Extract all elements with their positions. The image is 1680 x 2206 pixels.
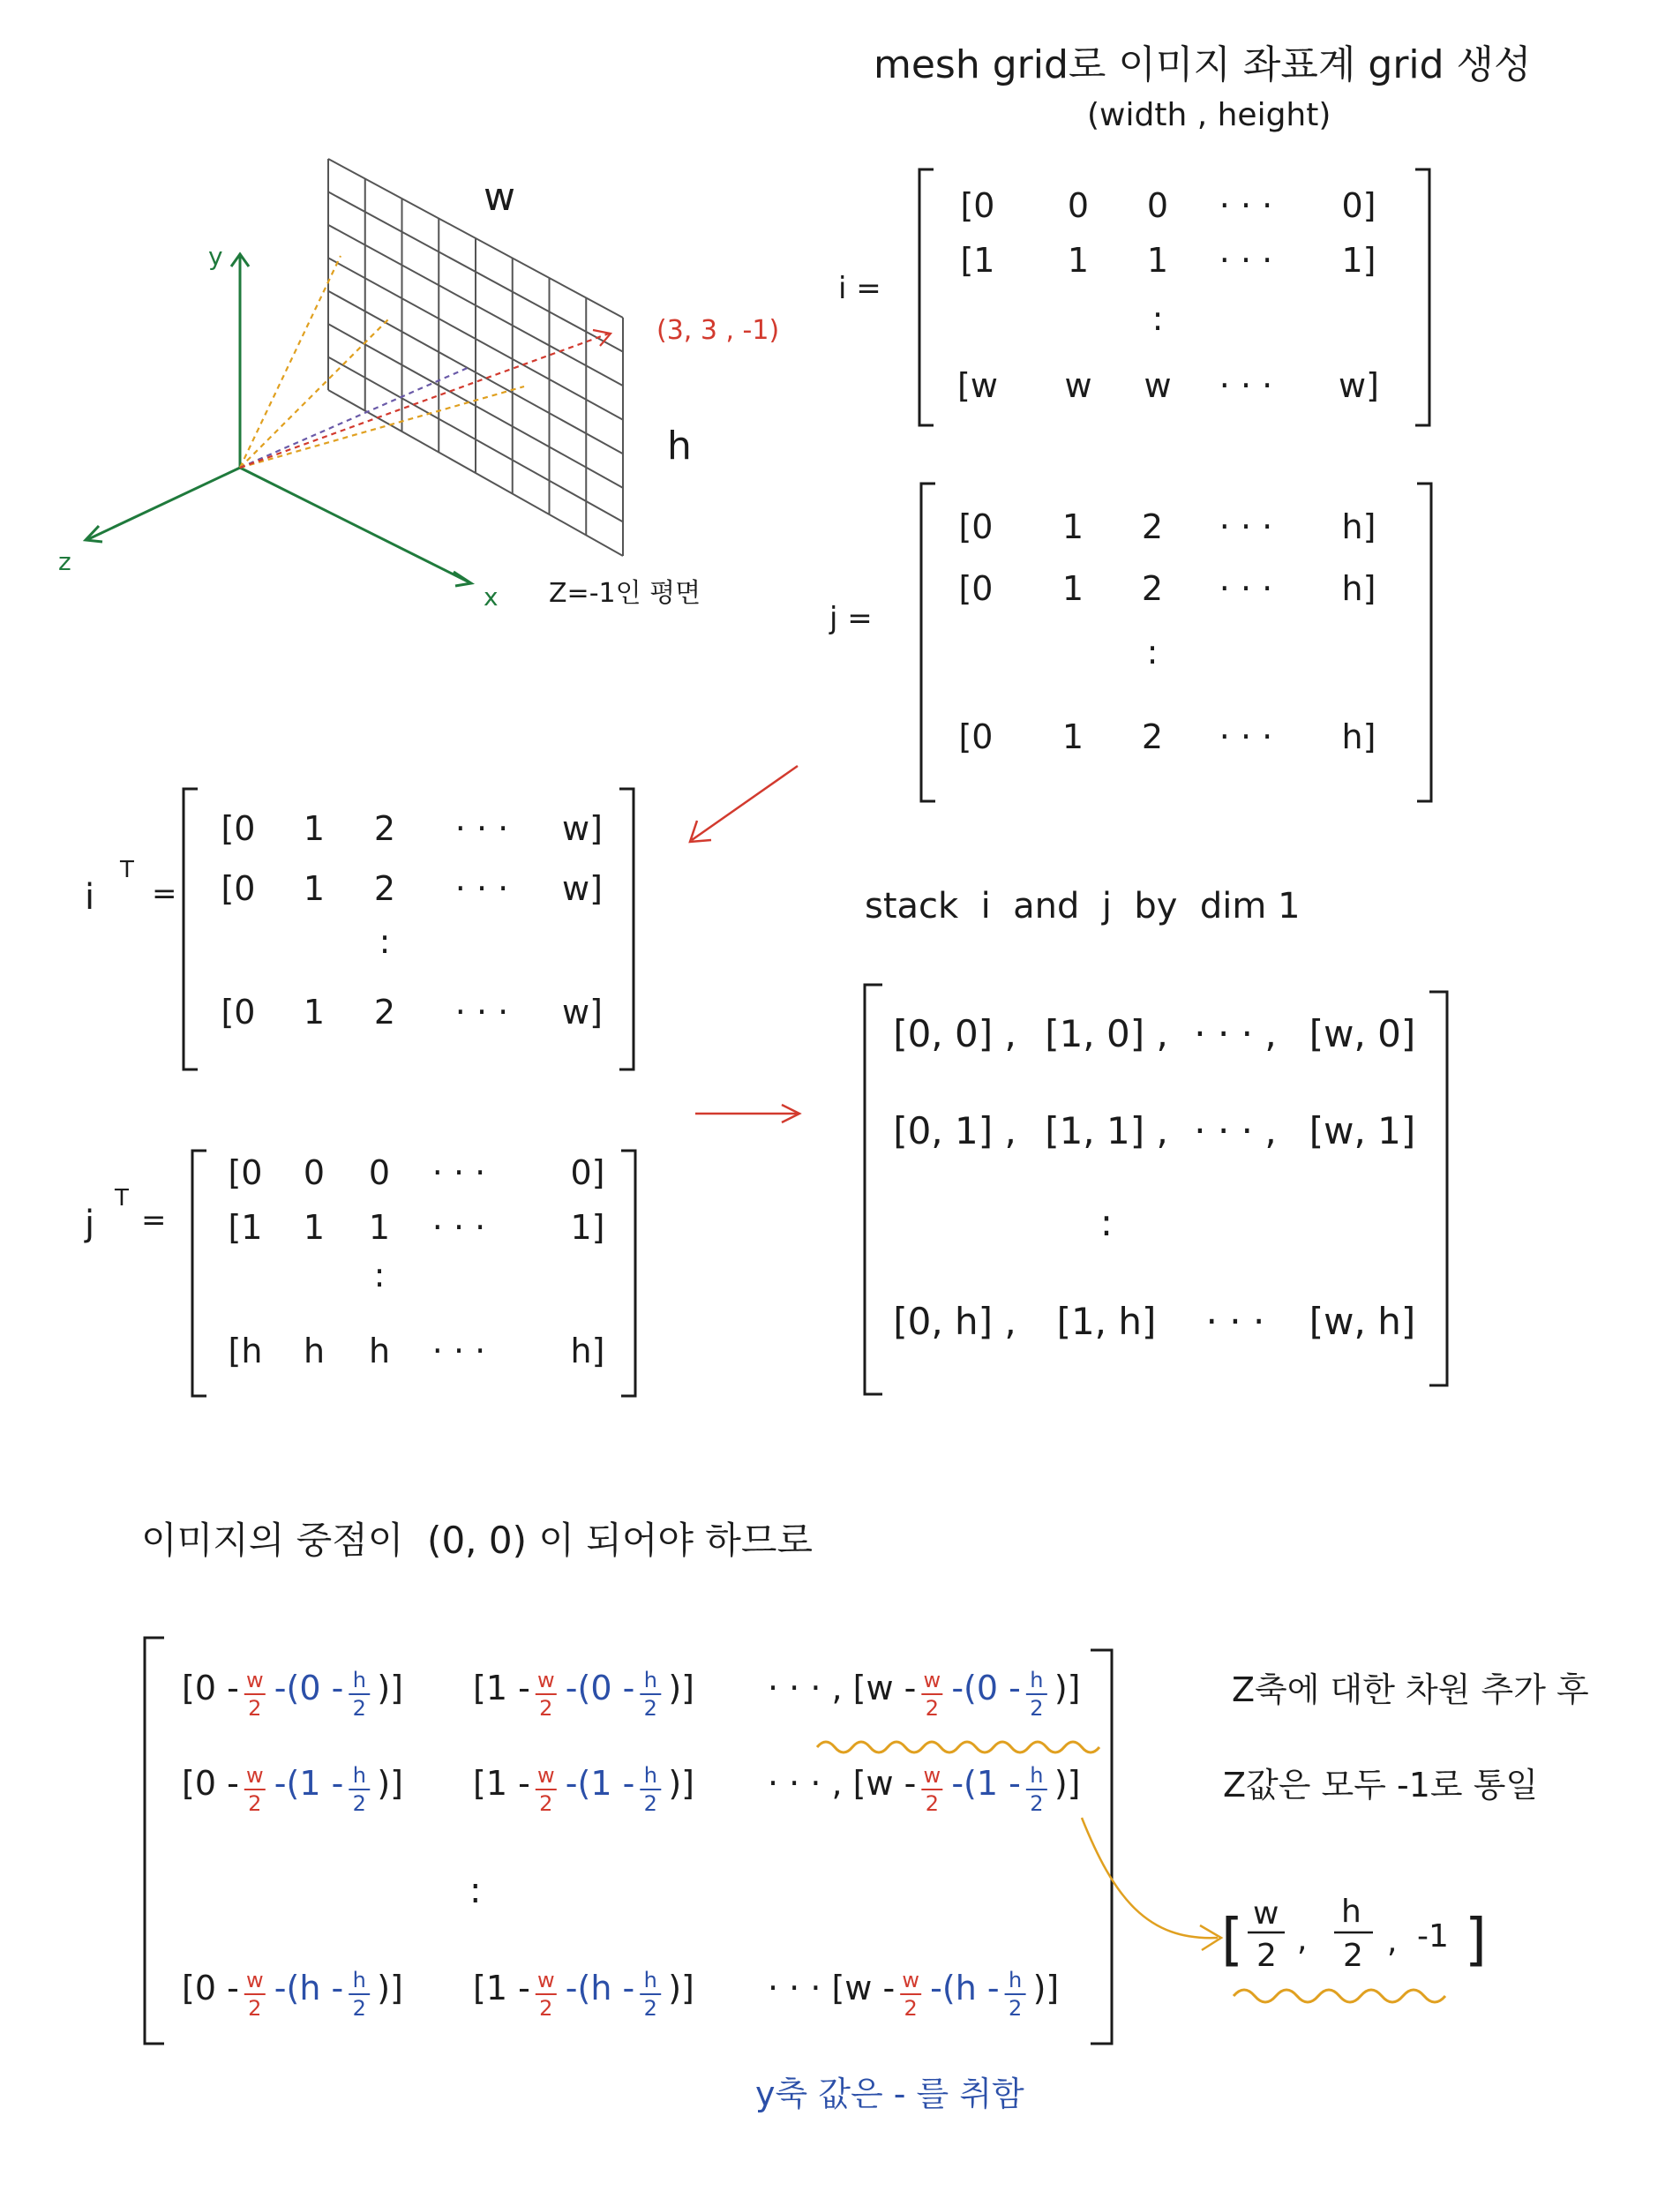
matrix_jT-cell: [0 [228,1153,263,1192]
centered-part-c: )] [668,1669,694,1707]
matrix_iT-cell: · · · [454,993,509,1032]
y-note: y축 값은 - 를 취함 [755,2075,1024,2113]
wavy-underline-1 [817,1742,1099,1752]
frac-num-h: h [352,1668,366,1692]
matrix_jT-cell: h [368,1332,391,1370]
centered-part-c: )] [377,1969,403,2007]
frac-den-w: 2 [248,1791,262,1816]
matrix_iT-cell: 2 [373,809,396,848]
matrix_j-cell: [0 [958,569,994,608]
plane-label: Z=-1인 평면 [549,578,701,609]
matrix_jT-cell: · · · [431,1332,486,1370]
matrix_jT-cell: [1 [228,1208,263,1247]
matrix-i-right-bracket [1415,169,1429,425]
red-arrow-right [695,1105,799,1122]
centered-part-a: [0 - [182,1764,239,1803]
matrix_iT-cell: 2 [373,869,396,908]
frac-den-w: 2 [539,1696,553,1721]
matrix_iT-cell: [0 [221,869,256,908]
result-open: [ [1221,1908,1243,1973]
centered-part-a: · · · , [w - [768,1764,917,1803]
centered-part-c: )] [668,1969,694,2007]
centered-part-c: )] [1054,1764,1081,1803]
centered-part-a: [1 - [473,1764,530,1803]
frac-den-w: 2 [539,1996,553,2021]
matrix-j [829,484,1431,801]
frac-den-h: 2 [643,1996,657,2021]
stack-cell: [0, 0] , [893,1012,1016,1055]
frac-den-w: 2 [925,1696,939,1721]
matrix-i [838,169,1429,425]
matrix_j-cell: 2 [1141,569,1164,608]
centered-cells [182,1668,1081,2021]
matrix_i-cell: [w [957,366,998,405]
matrix-jT-right-bracket [621,1151,635,1396]
frac-den-h: 2 [643,1696,657,1721]
ray-orange-2 [240,319,388,468]
h-label: h [667,424,692,469]
centered-part-b: -(h - [930,1969,1000,2007]
matrix-iT-left-bracket [184,789,198,1069]
stack-title: stack i and j by dim 1 [865,886,1301,927]
frac-den-h: 2 [1030,1696,1044,1721]
matrix_i-cell: 0] [1341,186,1376,225]
matrix_iT-cell: w] [562,993,603,1032]
stack-cell: [1, 0] , [1045,1012,1168,1055]
centered-part-a: [1 - [473,1969,530,2007]
matrix-iT-label: i [85,877,95,918]
stack-right-bracket [1429,992,1447,1385]
matrix_jT-cell: 0 [368,1153,391,1192]
stack-cell: · · · [1205,1300,1265,1343]
matrix-jT-eq: = [141,1203,167,1238]
x-axis [240,468,469,582]
stack-cell: [w, 0] [1309,1012,1416,1055]
matrix-j-cells [958,507,1376,756]
result-close: ] [1465,1908,1487,1973]
frac-num-h: h [1030,1763,1044,1788]
centered-left-bracket [145,1638,164,2044]
centered-part-a: [1 - [473,1669,530,1707]
matrix_iT-cell: w] [562,869,603,908]
z-note-2: Z값은 모두 -1로 통일 [1223,1766,1539,1805]
result-comma-1: , [1297,1922,1308,1958]
axis-x-label: x [484,582,499,612]
matrix_i-cell: · · · [1219,186,1273,225]
matrix_j-cell: [0 [958,507,994,546]
matrix_jT-cell: 1] [570,1208,605,1247]
matrix-iT-right-bracket [619,789,634,1069]
frac-num-w: w [536,1763,555,1788]
matrix_j-cell: · · · [1219,507,1273,546]
matrix_iT-cell: · · · [454,809,509,848]
centered-part-b: -(1 - [565,1764,635,1803]
matrix-j-right-bracket [1417,484,1431,801]
red-arrow-diagonal [690,766,798,842]
matrix-jT-sup: T [115,1185,129,1212]
frac-den-h: 2 [352,1696,366,1721]
frac-num-w: w [245,1968,264,1992]
centered-part-b: -(h - [274,1969,344,2007]
matrix_i-cell: · · · [1219,241,1273,280]
frac-num-h: h [643,1968,657,1992]
w-label: w [484,175,515,220]
stack-cell: [1, h] [1056,1300,1157,1343]
matrix_iT-cell: 1 [303,809,326,848]
stack-cell: [0, 1] , [893,1109,1016,1152]
centered-part-c: )] [1032,1969,1060,2007]
frac-den-h: 2 [1008,1996,1023,2021]
frac-num-w: w [923,1763,941,1788]
centered-part-c: )] [377,1764,403,1803]
stack-cell: · · · , [1194,1109,1277,1152]
result-z: -1 [1417,1918,1449,1955]
centered-part-a: · · · , [w - [768,1669,917,1707]
wavy-underline-2 [1234,1990,1445,2002]
matrix_j-cell: h] [1341,507,1376,546]
matrix_i-cell: : [1151,299,1164,338]
matrix_j-cell: 2 [1141,507,1164,546]
stack-cell: : [1099,1201,1114,1244]
matrix-i-left-bracket [919,169,934,425]
rays [240,256,609,468]
subtitle: (width , height) [1087,97,1331,133]
matrix_j-cell: 1 [1061,569,1084,608]
result-den-1: 2 [1256,1938,1277,1974]
centered-part-b: -(1 - [274,1764,344,1803]
matrix_jT-cell: · · · [431,1153,486,1192]
result-w: w [1253,1895,1279,1932]
frac-den-h: 2 [643,1791,657,1816]
matrix_iT-cell: [0 [221,993,256,1032]
stack-cell: [1, 1] , [1045,1109,1168,1152]
frac-num-h: h [1030,1668,1044,1692]
matrix-jT-label: j [85,1204,95,1244]
frac-num-h: h [643,1668,657,1692]
stacked-matrix [865,985,1447,1394]
x-axis-arrowhead [454,572,471,586]
axis-y-label: y [208,242,223,271]
point-label: (3, 3 , -1) [656,315,780,346]
center-note: 이미지의 중점이 (0, 0) 이 되어야 하므로 [141,1519,814,1562]
frac-num-w: w [923,1668,941,1692]
frac-num-w: w [902,1968,919,1992]
matrix_i-cell: · · · [1219,366,1273,405]
centered-part-b: -(0 - [951,1669,1021,1707]
frac-num-h: h [1008,1968,1023,1992]
frac-num-w: w [245,1668,264,1692]
matrix_j-cell: 2 [1141,717,1164,756]
matrix_jT-cell: 1 [303,1208,326,1247]
matrix-iT-cells [221,809,602,1032]
matrix_i-cell: w [1064,366,1092,405]
matrix_iT-cell: : [379,922,391,961]
centered-part-a: · · · [w - [768,1969,896,2007]
matrix_iT-cell: w] [562,809,603,848]
orange-connector [1082,1818,1218,1938]
matrix_j-cell: : [1146,633,1159,672]
centered-part-c: )] [668,1764,694,1803]
matrix-j-label: j = [829,601,873,636]
stack-cell: [w, 1] [1309,1109,1416,1152]
centered-part-b: -(0 - [565,1669,635,1707]
matrix_i-cell: w] [1339,366,1379,405]
matrix_j-cell: h] [1341,569,1376,608]
matrix_jT-cell: h] [570,1332,605,1370]
frac-den-h: 2 [352,1791,366,1816]
frac-den-w: 2 [248,1696,262,1721]
matrix_j-cell: 1 [1061,717,1084,756]
matrix_j-cell: 1 [1061,507,1084,546]
centered-part-c: )] [377,1669,403,1707]
matrix_jT-cell: h [303,1332,326,1370]
centered-part-a: [0 - [182,1969,239,2007]
stack-left-bracket [865,985,882,1394]
frac-den-h: 2 [1030,1791,1044,1816]
matrix_i-cell: 1 [1146,241,1169,280]
matrix-i-label: i = [838,271,881,306]
grid-figure [58,159,779,612]
frac-den-w: 2 [925,1791,939,1816]
result-vector [1221,1894,1487,1974]
frac-num-h: h [352,1968,366,1992]
frac-den-w: 2 [248,1996,262,2021]
matrix_jT-cell: 0] [570,1153,605,1192]
matrix_i-cell: 1 [1067,241,1090,280]
z-note-1: Z축에 대한 차원 추가 후 [1232,1670,1589,1709]
matrix_iT-cell: [0 [221,809,256,848]
matrix_i-cell: [0 [960,186,995,225]
matrix-jT-cells [228,1153,604,1370]
title: mesh grid로 이미지 좌표계 grid 생성 [874,42,1532,87]
centered-part-b: -(h - [565,1969,635,2007]
matrix_i-cell: 0 [1067,186,1090,225]
ray-red [240,334,609,468]
matrix-j-left-bracket [921,484,935,801]
matrix_j-cell: [0 [958,717,994,756]
matrix_iT-cell: 1 [303,993,326,1032]
matrix_jT-cell: : [373,1256,386,1294]
result-h: h [1341,1894,1361,1930]
stack-cell: · · · , [1194,1012,1277,1055]
frac-num-w: w [245,1763,264,1788]
stack-cell: [0, h] , [893,1300,1016,1343]
centered-part-a: [0 - [182,1669,239,1707]
frac-num-h: h [643,1763,657,1788]
centered-matrix [145,1638,1112,2044]
centered-part-b: -(0 - [274,1669,344,1707]
matrix_i-cell: [1 [960,241,995,280]
grid-plane [328,159,623,556]
matrix-jT-left-bracket [192,1151,206,1396]
ray-orange-3 [240,386,524,468]
frac-num-h: h [352,1763,366,1788]
matrix-j-transpose [84,1151,635,1396]
matrix_iT-cell: 1 [303,869,326,908]
frac-den-h: 2 [352,1996,366,2021]
matrix_j-cell: · · · [1219,717,1273,756]
matrix_i-cell: w [1144,366,1172,405]
matrix_jT-cell: [h [228,1332,263,1370]
matrix_j-cell: · · · [1219,569,1273,608]
frac-num-w: w [536,1968,555,1992]
matrix-iT-eq: = [152,876,177,912]
frac-den-w: 2 [904,1996,918,2021]
matrix_iT-cell: 2 [373,993,396,1032]
z-axis [86,468,240,540]
matrix_iT-cell: · · · [454,869,509,908]
matrix-i-cells [957,186,1379,405]
result-den-2: 2 [1343,1938,1363,1974]
matrix_jT-cell: 0 [303,1153,326,1192]
frac-den-w: 2 [539,1791,553,1816]
stack-cell: [w, h] [1309,1300,1416,1343]
matrix_j-cell: h] [1341,717,1376,756]
axis-z-label: z [58,547,71,576]
centered-vdots: : [469,1871,482,1911]
result-comma-2: , [1387,1924,1398,1960]
matrix-iT-sup: T [120,857,134,883]
matrix_i-cell: 0 [1146,186,1169,225]
matrix-i-transpose [85,789,634,1069]
matrix_jT-cell: · · · [431,1208,486,1247]
matrix_i-cell: 1] [1341,241,1376,280]
frac-num-w: w [536,1668,555,1692]
centered-part-b: -(1 - [951,1764,1021,1803]
stack-cells [893,1012,1415,1343]
centered-part-c: )] [1054,1669,1081,1707]
matrix_jT-cell: 1 [368,1208,391,1247]
